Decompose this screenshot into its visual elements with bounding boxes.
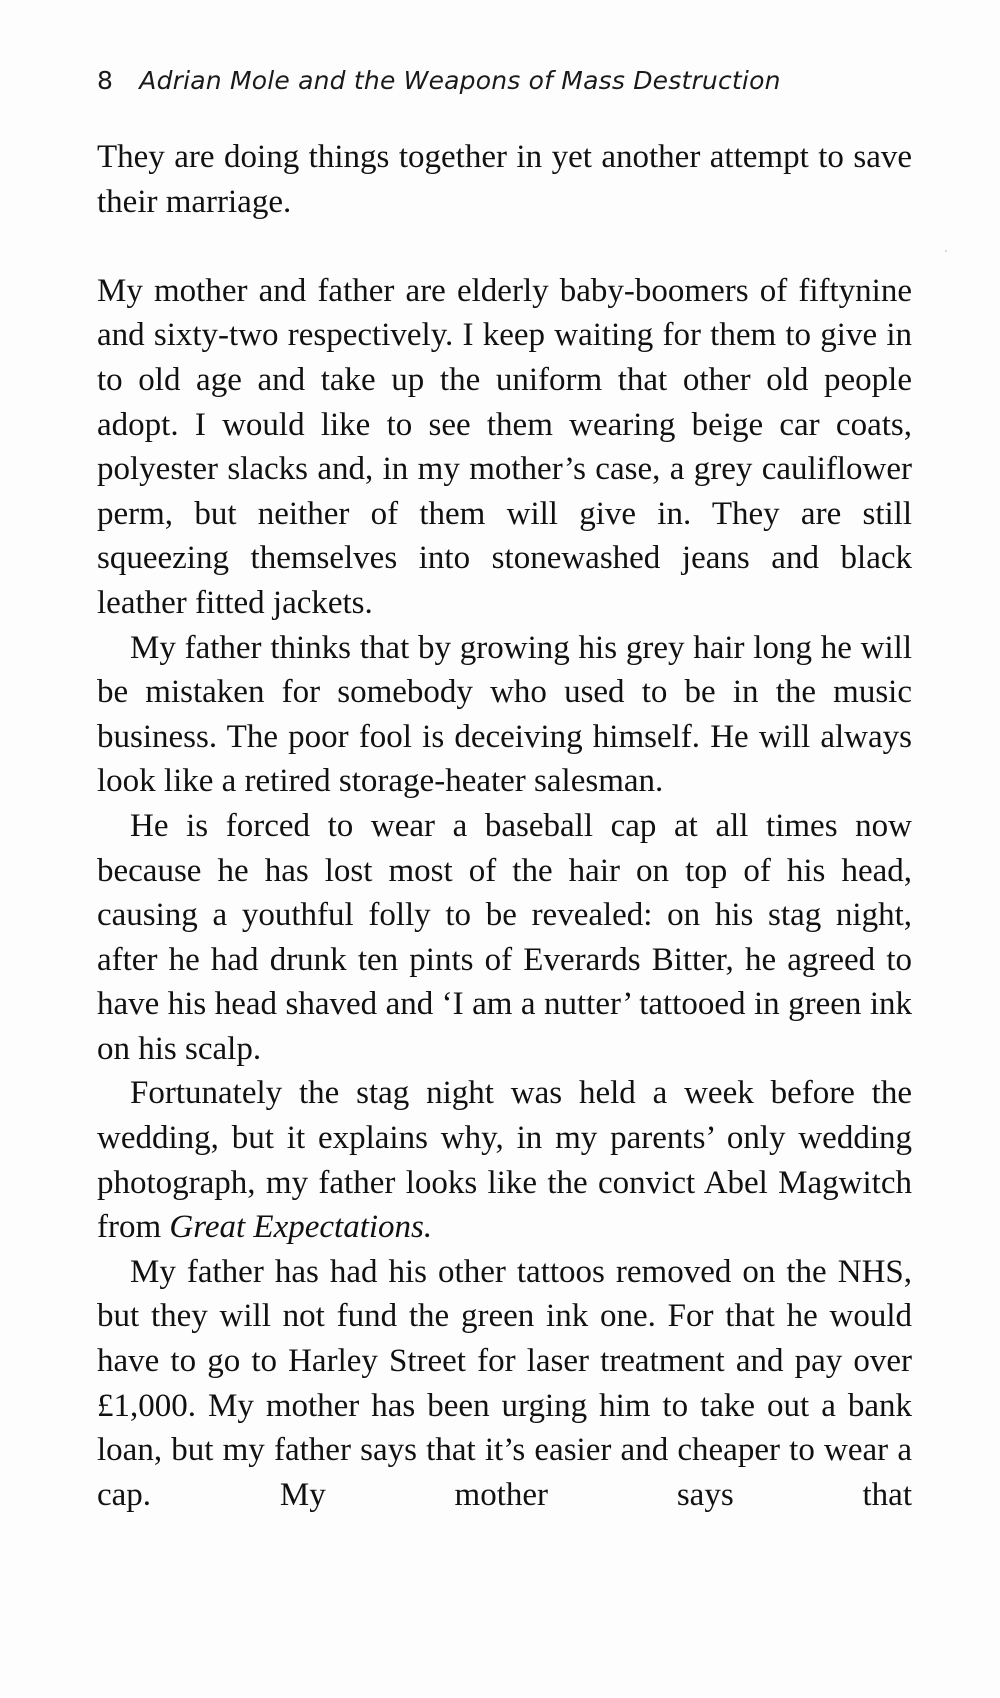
paragraph-2: My mother and father are elderly baby-boomers of fiftynine and sixty-two respectively. I keep waiting for them to give in to old age and take up the uniform that other old people adopt. I would like to see them wearing beige car coats, polyester slacks and, in my mother’s case, a grey cauliflower perm, but neither of them will give in. They are still squeezing themselves into stonewashed jeans and black leather fitted jackets. (97, 272, 912, 621)
book-reference-great-expectations: Great Expectations. (169, 1209, 433, 1246)
paragraph-6: My father has had his other tattoos removed on the NHS, but they will not fund the green ink one. For that he would have to go to Harley Street for laser treatment and pay over £1,000. My mother has been urging him to take out a bank loan, but my father says that it’s easier and cheaper to wear a cap. My mother says that (97, 1253, 912, 1513)
paragraph-5-text: Fortunately the stag night was held a week before the wedding, but it explains why, in my parents’ only wedding photograph, my father looks like the convict Abel Magwitch from (97, 1075, 912, 1246)
paragraph-1: They are doing things together in yet another attempt to save their marriage. (97, 139, 912, 220)
scan-speck (945, 250, 947, 252)
paragraph-4: He is forced to wear a baseball cap at all times now because he has lost most of the hair on top of his head, causing a youthful folly to be revealed: on his stag night, after he had drunk ten pints of Everards Bitter, he agreed to have his head shaved and ‘I am a nutter’ tattooed in green ink on his scalp. (97, 807, 912, 1067)
body-text (97, 135, 912, 1517)
running-head (97, 66, 781, 95)
book-title: Adrian Mole and the Weapons of Mass Destruction (139, 66, 781, 95)
paragraph-3: My father thinks that by growing his grey hair long he will be mistaken for somebody who used to be in the music business. The poor fool is deceiving himself. He will always look like a retired storage-heater salesman. (97, 629, 912, 800)
page-number: 8 (97, 66, 114, 95)
paragraph-5 (97, 1071, 912, 1249)
